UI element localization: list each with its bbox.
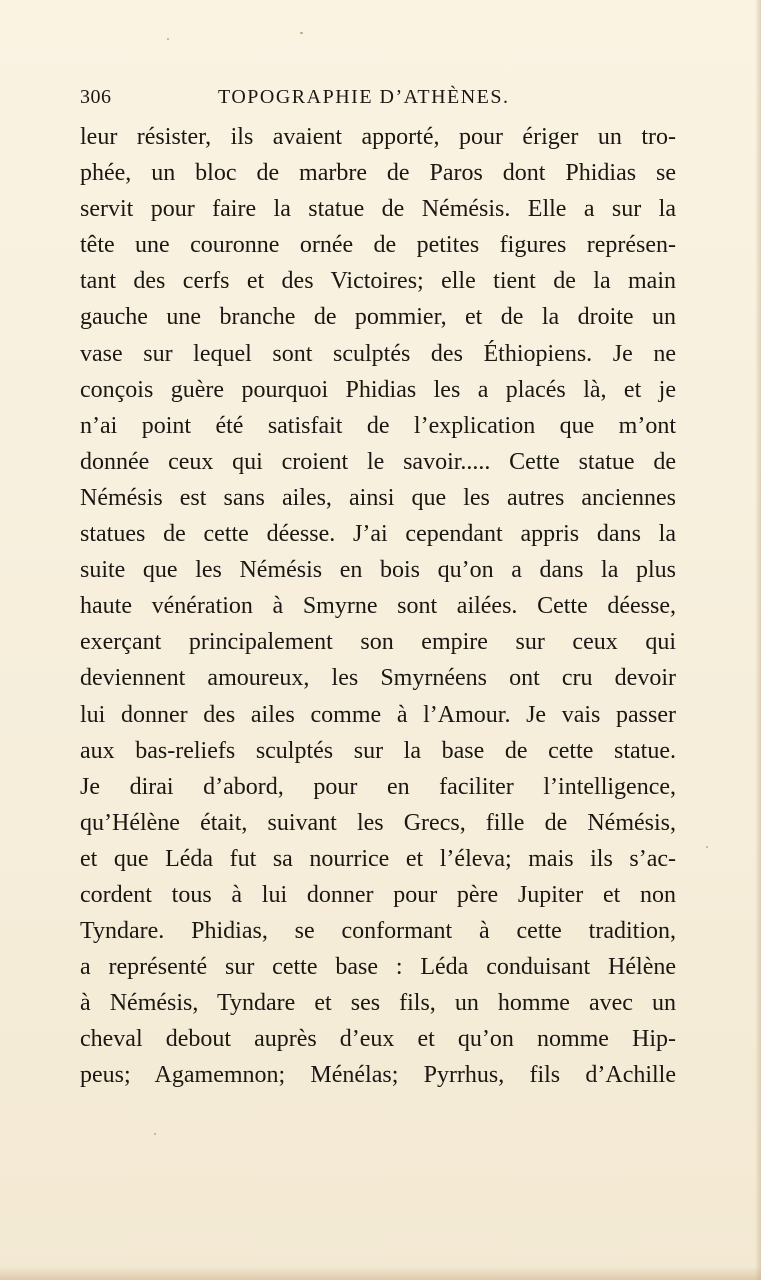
paper-speck — [300, 32, 303, 34]
paper-speck — [706, 846, 708, 848]
text-line: haute vénération à Smyrne sont ailées. Cette déesse, — [80, 593, 676, 620]
page-header — [80, 86, 680, 114]
text-line: phée, un bloc de marbre de Paros dont Phidias se — [80, 160, 676, 187]
text-line: aux bas-reliefs sculptés sur la base de cette statue. — [80, 737, 676, 764]
text-line: tête une couronne ornée de petites figures représen- — [80, 232, 676, 259]
text-line: qu’Hélène était, suivant les Grecs, fille de Némésis, — [80, 809, 676, 836]
text-line: deviennent amoureux, les Smyrnéens ont cru devoir — [80, 665, 676, 692]
running-title: TOPOGRAPHIE D’ATHÈNES. — [218, 86, 510, 108]
text-line: Je dirai d’abord, pour en faciliter l’intelligence, — [80, 773, 676, 800]
body-text — [80, 119, 676, 1094]
text-line: suite que les Némésis en bois qu’on a dans la plus — [80, 557, 676, 584]
page-edge-shadow — [755, 0, 761, 1280]
text-line: tant des cerfs et des Victoires; elle tient de la main — [80, 268, 676, 295]
text-line: Némésis est sans ailes, ainsi que les autres anciennes — [80, 484, 676, 511]
text-line: n’ai point été satisfait de l’explication que m’ont — [80, 412, 676, 439]
text-line: statues de cette déesse. J’ai cependant appris dans la — [80, 521, 676, 548]
paper-speck — [154, 1133, 156, 1135]
text-line: a représenté sur cette base : Léda conduisant Hélène — [80, 954, 676, 981]
text-line: cheval debout auprès d’eux et qu’on nomme Hip- — [80, 1026, 676, 1053]
paper-speck — [167, 38, 169, 40]
text-line: vase sur lequel sont sculptés des Éthiopiens. Je ne — [80, 340, 676, 367]
text-line: exerçant principalement son empire sur ceux qui — [80, 629, 676, 656]
text-line: donnée ceux qui croient le savoir..... Cette statue de — [80, 448, 676, 475]
text-line: cordent tous à lui donner pour père Jupiter et non — [80, 881, 676, 908]
text-line: servit pour faire la statue de Némésis. Elle a sur la — [80, 196, 676, 223]
text-line: conçois guère pourquoi Phidias les a placés là, et je — [80, 376, 676, 403]
text-line: gauche une branche de pommier, et de la droite un — [80, 304, 676, 331]
text-line: à Némésis, Tyndare et ses fils, un homme avec un — [80, 990, 676, 1017]
page-number: 306 — [80, 86, 112, 108]
text-line: et que Léda fut sa nourrice et l’éleva; mais ils s’ac- — [80, 845, 676, 872]
text-line: leur résister, ils avaient apporté, pour ériger un tro- — [80, 124, 676, 150]
text-line: Tyndare. Phidias, se conformant à cette tradition, — [80, 918, 676, 945]
text-line: peus; Agamemnon; Ménélas; Pyrrhus, fils d’Achille — [80, 1062, 676, 1089]
page-bottom-shadow — [0, 1266, 761, 1280]
text-line: lui donner des ailes comme à l’Amour. Je vais passer — [80, 701, 676, 728]
